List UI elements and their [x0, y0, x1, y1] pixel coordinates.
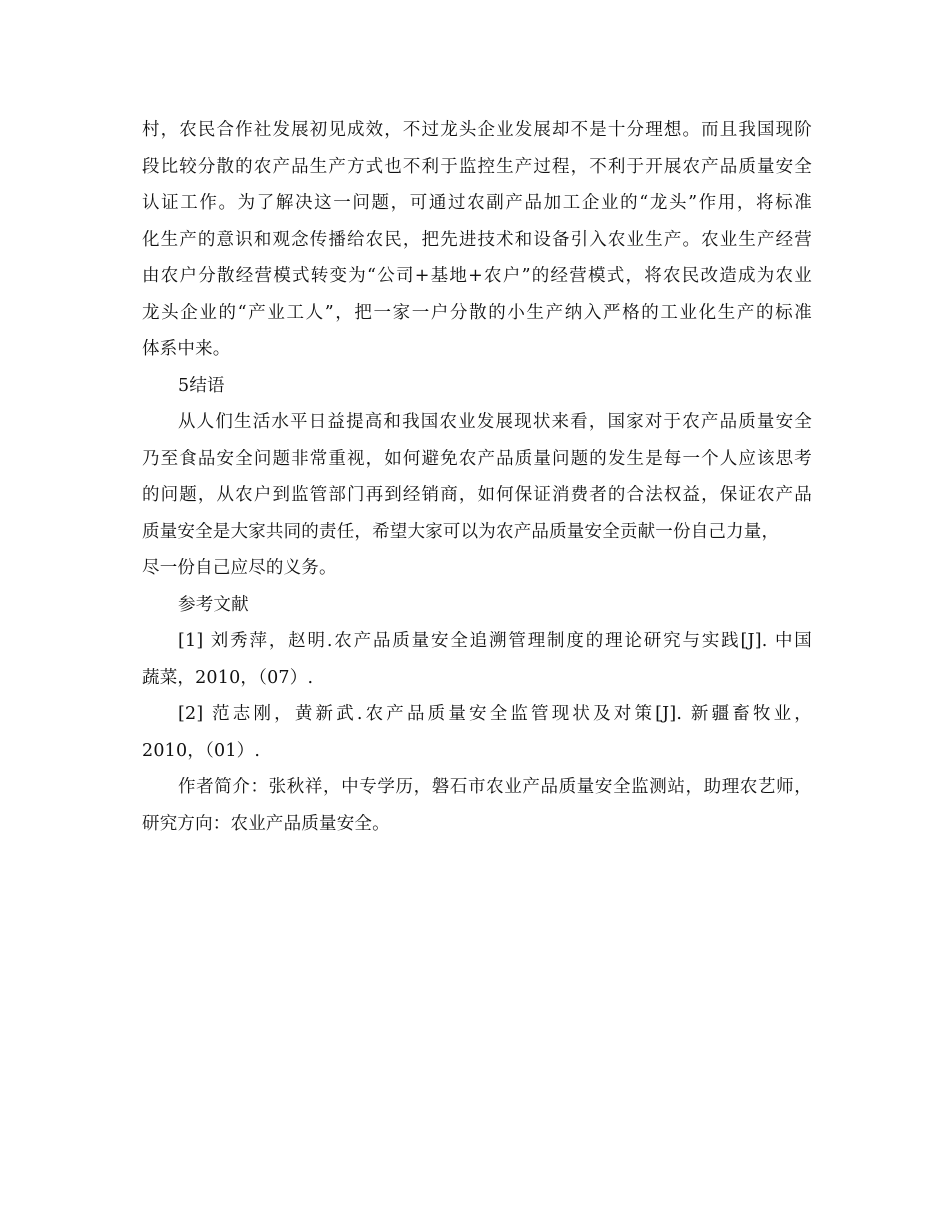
paragraph-line: 体系中来。 [142, 339, 231, 359]
reference-item [142, 623, 812, 696]
section-heading-conclusion: 5结语 [178, 375, 225, 396]
author-bio-line: 作者简介：张秋祥，中专学历，磐石市农业产品质量安全监测站，助理农艺师， [178, 777, 812, 797]
document-page [142, 112, 812, 842]
paragraph-line: 由农户分散经营模式转变为“公司+基地+农户”的经营模式，将农民改造成为农业 [142, 266, 812, 286]
reference-list [142, 623, 812, 769]
section-heading-references: 参考文献 [178, 594, 249, 615]
paragraph-line: 的问题，从农户到监管部门再到经销商，如何保证消费者的合法权益，保证农产品 [142, 485, 812, 505]
reference-line: [1] 刘秀萍，赵明.农产品质量安全追溯管理制度的理论研究与实践[J]. 中国 [178, 631, 812, 651]
paragraph-line: 尽一份自己应尽的义务。 [142, 558, 337, 578]
reference-line: [2] 范志刚，黄新武.农产品质量安全监管现状及对策[J]. 新疆畜牧业， [178, 704, 812, 724]
reference-line: 2010，（01）. [142, 740, 261, 761]
paragraph-line: 从人们生活水平日益提高和我国农业发展现状来看，国家对于农产品质量安全 [178, 412, 812, 432]
paragraph-line: 龙头企业的“产业工人”，把一家一户分散的小生产纳入严格的工业化生产的标准 [142, 302, 812, 323]
author-bio [142, 769, 812, 842]
paragraph-line: 化生产的意识和观念传播给农民，把先进技术和设备引入农业生产。农业生产经营 [142, 229, 812, 250]
paragraph-line: 质量安全是大家共同的责任，希望大家可以为农产品质量安全贡献一份自己力量， [142, 521, 780, 542]
reference-line: 蔬菜，2010，（07）. [142, 667, 314, 688]
paragraph-line: 段比较分散的农产品生产方式也不利于监控生产过程，不利于开展农产品质量安全 [142, 156, 812, 177]
body-paragraph [142, 112, 812, 368]
paragraph-line: 认证工作。为了解决这一问题，可通过农副产品加工企业的“龙头”作用，将标准 [142, 193, 812, 213]
paragraph-line: 乃至食品安全问题非常重视，如何避免农产品质量问题的发生是每一个人应该思考 [142, 448, 812, 469]
reference-item [142, 696, 812, 769]
conclusion-paragraph [142, 404, 812, 587]
paragraph-line: 村，农民合作社发展初见成效，不过龙头企业发展却不是十分理想。而且我国现阶 [142, 120, 812, 140]
author-bio-line: 研究方向：农业产品质量安全。 [142, 813, 390, 834]
